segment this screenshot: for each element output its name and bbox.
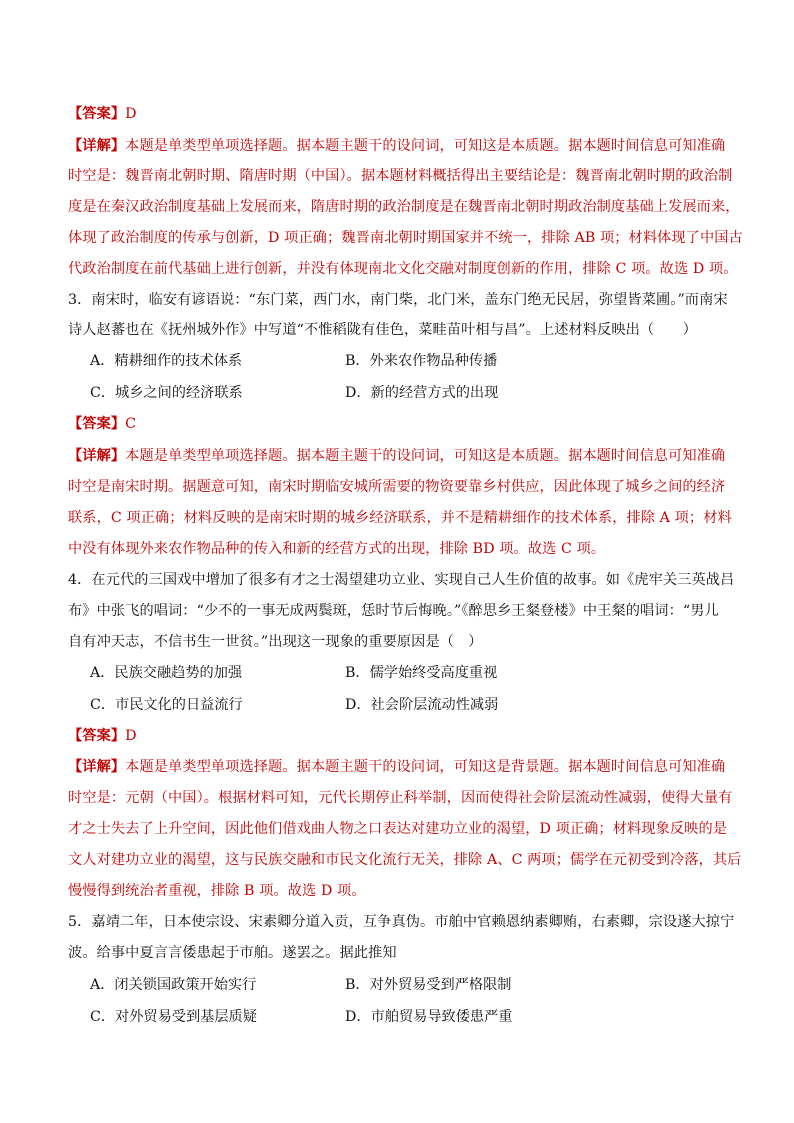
option-c: C．对外贸易受到基层质疑 <box>90 1009 257 1025</box>
detail-line: 代政治制度在前代基础上进行创新，并没有体现南北文化交融对制度创新的作用，排除 C 项。故选 D 项。 <box>68 261 738 277</box>
detail-line: 时空是南宋时期。据题意可知，南宋时期临安城所需要的物资要靠乡村供应，因此体现了城乡之间的经济 <box>68 479 726 495</box>
detail-text: 本题是单类型单项选择题。据本题主题干的设问词，可知这是本质题。据本题时间信息可知准确 <box>125 138 726 154</box>
answer-value: C <box>125 416 137 432</box>
question-3-stem: 诗人赵蕃也在《抚州城外作》中写道“不惟稻陇有佳色，菜畦苗叶相与昌”。上述材料反映出（ ） <box>68 322 698 338</box>
detail-line: 中没有体现外来农作物品种的传入和新的经营方式的出现，排除 BD 项。故选 C 项。 <box>68 541 606 557</box>
option-c: C．市民文化的日益流行 <box>90 697 243 713</box>
answer-line-q3 <box>68 414 738 434</box>
detail-line: 联系，C 项正确；材料反映的是南宋时期的城乡经济联系，并不是精耕细作的技术体系，排除 A 项；材料 <box>68 510 732 526</box>
option-a: A．民族交融趋势的加强 <box>90 665 243 681</box>
option-b: B．儒学始终受高度重视 <box>345 665 498 681</box>
option-a: A．闭关锁国政策开始实行 <box>90 977 257 993</box>
answer-value: D <box>125 728 137 744</box>
detail-text: 本题是单类型单项选择题。据本题主题干的设问词，可知这是本质题。据本题时间信息可知准确 <box>125 448 726 464</box>
detail-line: 才之士失去了上升空间，因此他们借戏曲人物之口表达对建功立业的渴望，D 项正确；材料现象反映的是 <box>68 821 728 837</box>
detail-line: 文人对建功立业的渴望，这与民族交融和市民文化流行无关，排除 A、C 两项；儒学在元初受到冷落，其后 <box>68 852 742 868</box>
detail-label: 【详解】 <box>68 448 126 464</box>
detail-line <box>68 446 738 466</box>
detail-label: 【详解】 <box>68 138 126 154</box>
answer-value: D <box>125 106 137 122</box>
detail-line: 慢慢得到统治者重视，排除 B 项。故选 D 项。 <box>68 883 366 899</box>
option-b: B．外来农作物品种传播 <box>345 353 498 369</box>
detail-line <box>68 136 738 156</box>
detail-label: 【详解】 <box>68 759 126 775</box>
detail-line: 时空是：元朝（中国）。根据材料可知，元代长期停止科举制，因而使得社会阶层流动性减弱，使得大量有 <box>68 790 733 806</box>
option-c: C．城乡之间的经济联系 <box>90 385 243 401</box>
option-d: D．社会阶层流动性减弱 <box>345 697 499 713</box>
detail-line: 度是在秦汉政治制度基础上发展而来，隋唐时期的政治制度是在魏晋南北朝时期政治制度基础上发展而来， <box>68 199 740 215</box>
question-5-stem: 5．嘉靖二年，日本使宗设、宋素卿分道入贡，互争真伪。市舶中官赖恩纳素卿贿，右素卿，宗设遂大掠宁 <box>68 914 735 930</box>
detail-line: 体现了政治制度的传承与创新，D 项正确；魏晋南北朝时期国家并不统一，排除 AB 项；材料体现了中国古 <box>68 230 743 246</box>
question-5-stem: 波。给事中夏言言倭患起于市舶。遂罢之。据此推知 <box>68 945 397 961</box>
option-a: A．精耕细作的技术体系 <box>90 353 243 369</box>
detail-line <box>68 757 738 777</box>
answer-label: 【答案】 <box>68 416 126 432</box>
answer-line-q2 <box>68 104 738 124</box>
detail-text: 本题是单类型单项选择题。据本题主题干的设问词，可知这是背景题。据本题时间信息可知准确 <box>125 759 726 775</box>
option-d: D．市舶贸易导致倭患严重 <box>345 1009 513 1025</box>
question-4-stem: 自有冲天志，不信书生一世贫。”出现这一现象的重要原因是（ ） <box>68 634 483 650</box>
option-b: B．对外贸易受到严格限制 <box>345 977 512 993</box>
question-4-stem: 布》中张飞的唱词：“少不的一事无成两鬓斑，恁时节后悔晚。”《醉思乡王粲登楼》中王粲的唱词：“男儿 <box>68 603 719 619</box>
answer-label: 【答案】 <box>68 728 126 744</box>
answer-label: 【答案】 <box>68 106 126 122</box>
detail-line: 时空是：魏晋南北朝时期、隋唐时期（中国）。据本题材料概括得出主要结论是：魏晋南北朝时期的政治制 <box>68 168 733 184</box>
question-4-stem: 4．在元代的三国戏中增加了很多有才之士渴望建功立业、实现自己人生价值的故事。如《虎牢关三英战吕 <box>68 572 735 588</box>
answer-line-q4 <box>68 726 738 746</box>
option-d: D．新的经营方式的出现 <box>345 385 499 401</box>
question-3-stem: 3．南宋时，临安有谚语说：“东门菜，西门水，南门柴，北门米，盖东门绝无民居，弥望皆菜圃。”而南宋 <box>68 292 728 308</box>
